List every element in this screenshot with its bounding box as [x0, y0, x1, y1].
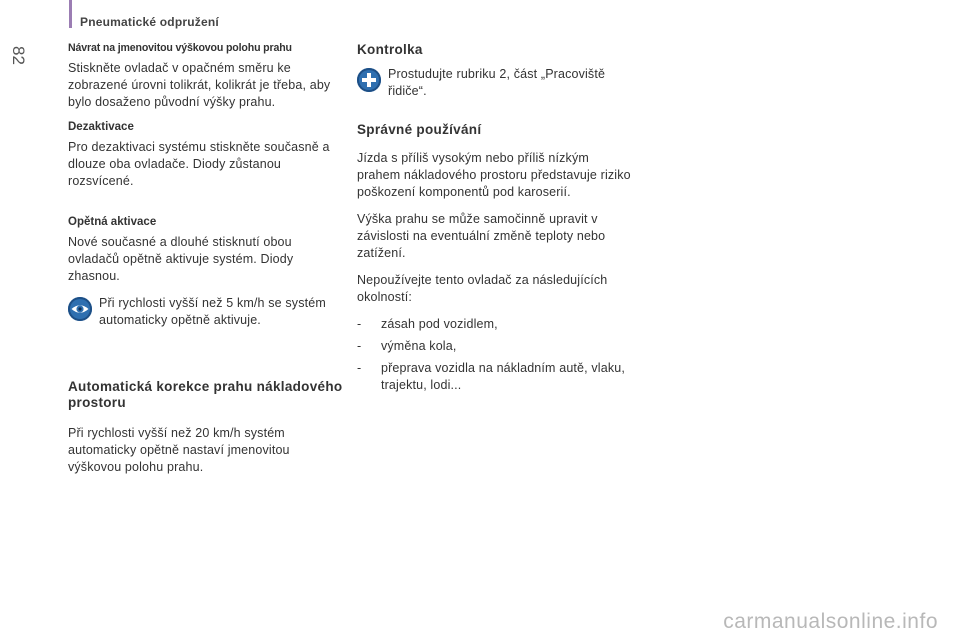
- section-title-reactivation: Opětná aktivace: [68, 216, 157, 228]
- list-item: - zásah pod vozidlem,: [357, 316, 632, 333]
- section-title-return-height: Návrat na jmenovitou výškovou polohu prahu: [68, 42, 292, 54]
- section-title-proper-use: Správné používání: [357, 122, 482, 137]
- list-item: - přeprava vozidla na nákladním autě, vlaku, trajektu, lodi...: [357, 360, 632, 394]
- page-number: 82: [9, 46, 28, 65]
- eye-icon: [68, 297, 92, 321]
- proper-use-paragraph-1: Jízda s příliš vysokým nebo příliš nízkým prahem nákladového prostoru představuje riziko poškození komponentů pod karoserií.: [357, 151, 631, 199]
- proper-use-paragraph-3: Nepoužívejte tento ovladač za následujících okolností:: [357, 273, 608, 304]
- plus-icon: [357, 68, 381, 92]
- right-column: [357, 42, 632, 399]
- section-title-deactivation: Dezaktivace: [68, 121, 134, 133]
- page-header-title: Pneumatické odpružení: [80, 15, 219, 29]
- note-text-speed: Při rychlosti vyšší než 5 km/h se systém automaticky opětně aktivuje.: [99, 296, 326, 327]
- watermark: carmanualsonline.info: [723, 610, 938, 633]
- left-column: [68, 42, 343, 486]
- note-text-indicator: Prostudujte rubriku 2, část „Pracoviště řidiče“.: [388, 67, 606, 98]
- note-indicator: [357, 66, 632, 100]
- section-text-return-height: Stiskněte ovladač v opačném směru ke zobrazené úrovni tolikrát, kolikrát je třeba, aby bylo dosaženo původní výšky prahu.: [68, 61, 331, 109]
- section-text-auto-correction: Při rychlosti vyšší než 20 km/h systém automaticky opětně nastaví jmenovitou výškovou polohu prahu.: [68, 426, 290, 474]
- note-speed-reactivation: [68, 295, 343, 329]
- proper-use-list: [357, 316, 632, 394]
- section-text-reactivation: Nové současné a dlouhé stisknutí obou ovladačů opětně aktivuje systém. Diody zhasnou.: [68, 235, 294, 283]
- section-title-auto-correction: Automatická korekce prahu nákladového prostoru: [68, 379, 343, 410]
- proper-use-paragraph-2: Výška prahu se může samočinně upravit v závislosti na eventuální změně teploty nebo zatížení.: [357, 212, 606, 260]
- section-title-indicator: Kontrolka: [357, 42, 423, 57]
- section-text-deactivation: Pro dezaktivaci systému stiskněte současně a dlouze oba ovladače. Diody zůstanou rozsvícené.: [68, 140, 330, 188]
- list-item: - výměna kola,: [357, 338, 632, 355]
- header-accent-bar: [69, 0, 72, 28]
